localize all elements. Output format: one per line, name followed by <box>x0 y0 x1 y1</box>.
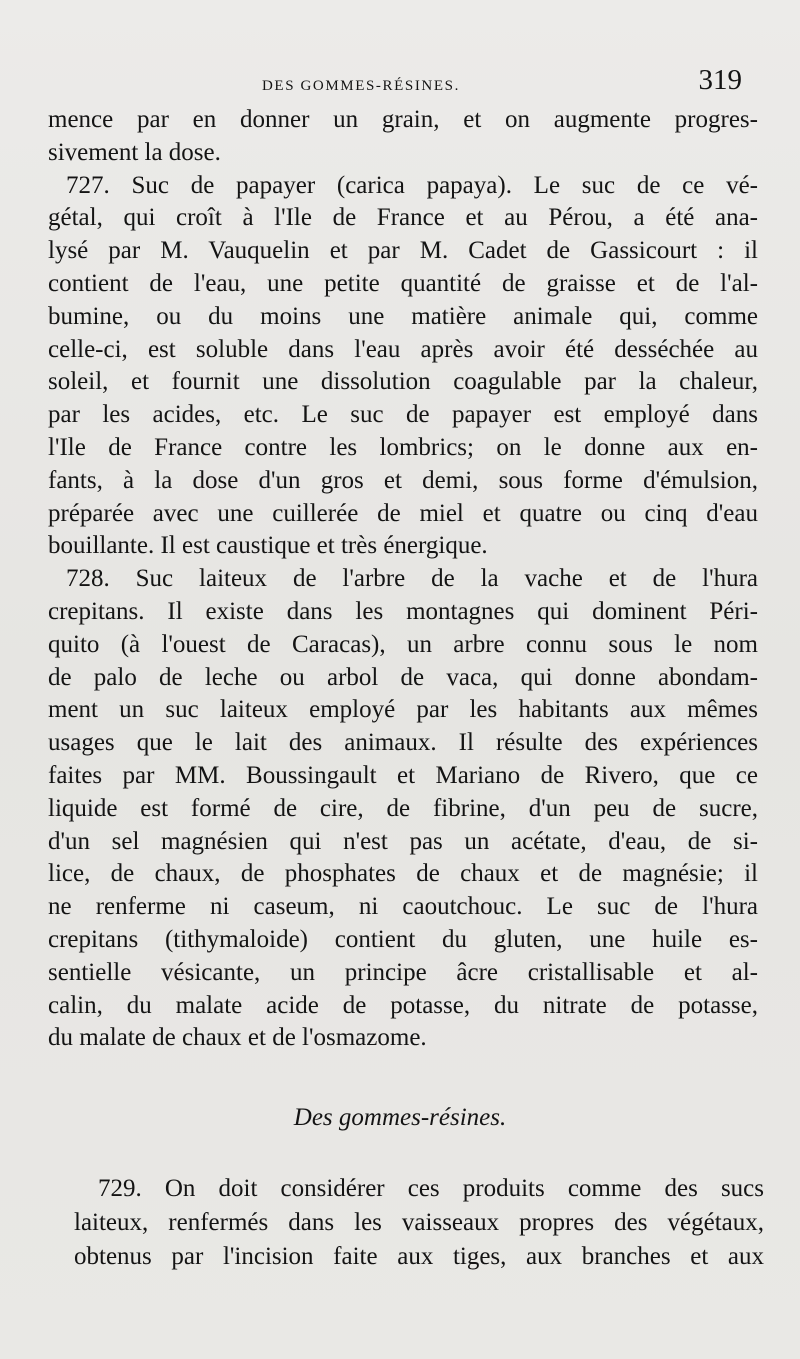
text-line: celle-ci, est soluble dans l'eau après avoir été desséchée au <box>48 335 758 363</box>
text-line: bumine, ou du moins une matière animale qui, comme <box>48 302 758 330</box>
text-line: gétal, qui croît à l'Ile de France et au Pérou, a été ana- <box>48 204 758 232</box>
text-line: bouillante. Il est caustique et très énergique. <box>48 532 488 560</box>
text-line: du malate de chaux et de l'osmazome. <box>48 1024 427 1052</box>
text-line: lice, de chaux, de phosphates de chaux et de magnésie; il <box>48 860 758 888</box>
text-line: d'un sel magnésien qui n'est pas un acétate, d'eau, de si- <box>48 827 758 855</box>
section-body-text <box>74 1172 764 1274</box>
text-line: laiteux, renfermés dans les vaisseaux propres des végétaux, <box>74 1209 764 1236</box>
text-line: soleil, et fournit une dissolution coagulable par la chaleur, <box>48 368 758 396</box>
text-line: obtenus par l'incision faite aux tiges, aux branches et aux <box>74 1243 764 1270</box>
text-line: fants, à la dose d'un gros et demi, sous forme d'émulsion, <box>48 466 758 494</box>
running-head: DES GOMMES-RÉSINES. <box>262 78 460 94</box>
text-line: faites par MM. Boussingault et Mariano de Rivero, que ce <box>48 761 758 789</box>
text-line: quito (à l'ouest de Caracas), un arbre connu sous le nom <box>48 630 758 658</box>
section-title: Des gommes-résines. <box>293 1104 507 1131</box>
text-line: ne renferme ni caseum, ni caoutchouc. Le suc de l'hura <box>48 893 758 921</box>
text-line: de palo de leche ou arbol de vaca, qui donne abondam- <box>48 663 758 691</box>
text-line: contient de l'eau, une petite quantité de graisse et de l'al- <box>48 269 758 297</box>
paragraph-728-first-line: 728. Suc laiteux de l'arbre de la vache et de l'hura <box>66 565 758 593</box>
page-header <box>262 62 742 102</box>
text-line: par les acides, etc. Le suc de papayer est employé dans <box>48 401 758 429</box>
text-line: mence par en donner un grain, et on augmente progres- <box>48 106 758 133</box>
text-line: sivement la dose. <box>48 138 221 166</box>
body-text <box>48 104 758 1055</box>
page-number: 319 <box>698 64 742 96</box>
text-line: préparée avec une cuillerée de miel et quatre ou cinq d'eau <box>48 499 758 527</box>
paragraph-729-first-line: 729. On doit considérer ces produits comme des sucs <box>98 1175 764 1202</box>
text-line: calin, du malate acide de potasse, du nitrate de potasse, <box>48 991 758 1019</box>
text-line: lysé par M. Vauquelin et par M. Cadet de Gassicourt : il <box>48 237 758 265</box>
text-line: crepitans. Il existe dans les montagnes qui dominent Péri- <box>48 597 758 625</box>
text-line: crepitans (tithymaloide) contient du gluten, une huile es- <box>48 925 758 953</box>
text-line: l'Ile de France contre les lombrics; on le donne aux en- <box>48 433 758 461</box>
text-line: liquide est formé de cire, de fibrine, d'un peu de sucre, <box>48 794 758 822</box>
text-line: usages que le lait des animaux. Il résulte des expériences <box>48 729 758 757</box>
text-line: ment un suc laiteux employé par les habitants aux mêmes <box>48 696 758 724</box>
text-line: sentielle vésicante, un principe âcre cristallisable et al- <box>48 958 758 986</box>
paragraph-727-first-line: 727. Suc de papayer (carica papaya). Le suc de ce vé- <box>66 171 758 199</box>
